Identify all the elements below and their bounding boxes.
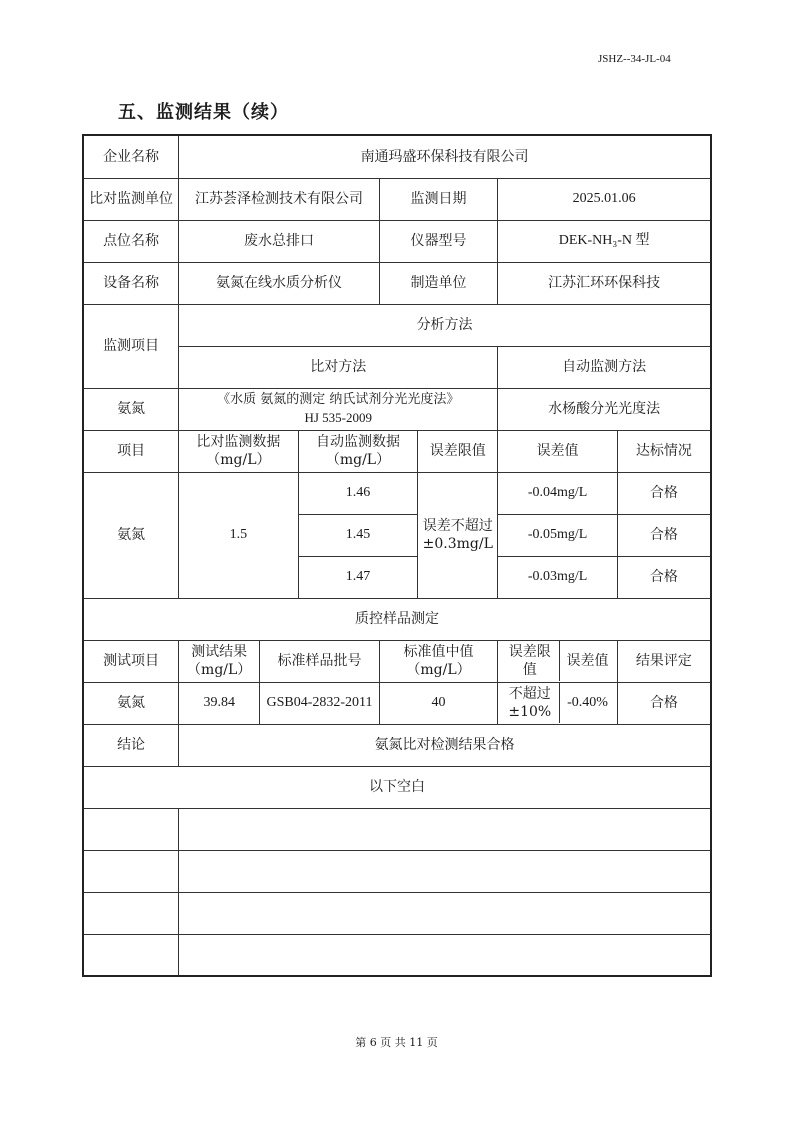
model-value: DEK-NH₃-N 型 (498, 220, 711, 262)
error-value: -0.03mg/L (498, 556, 618, 598)
company-label: 企业名称 (83, 135, 179, 178)
empty-cell (83, 808, 179, 850)
date-label: 监测日期 (379, 178, 498, 220)
empty-cell (83, 892, 179, 934)
qc-batch-header: 标准样品批号 (260, 640, 380, 682)
comparison-param: 氨氮 (83, 472, 179, 598)
compare-method-value (179, 388, 498, 430)
empty-row (83, 892, 711, 934)
qc-error-header (498, 640, 618, 682)
empty-row (83, 850, 711, 892)
empty-cell (179, 892, 711, 934)
maker-value: 江苏汇环环保科技 (498, 262, 711, 304)
company-row (83, 135, 711, 178)
qc-evaluation-header: 结果评定 (617, 640, 711, 682)
conclusion-row (83, 724, 711, 766)
status-value: 合格 (617, 514, 711, 556)
maker-label: 制造单位 (379, 262, 498, 304)
auto-data-header: 自动监测数据（mg/L） (298, 430, 418, 472)
compare-unit-row (83, 178, 711, 220)
date-value: 2025.01.06 (498, 178, 711, 220)
status-header: 达标情况 (617, 430, 711, 472)
limit-header: 误差限值 (418, 430, 498, 472)
comparison-row (83, 472, 711, 514)
compare-unit-label: 比对监测单位 (83, 178, 179, 220)
compare-data-header: 比对监测数据（mg/L） (179, 430, 299, 472)
compare-unit-value: 江苏荟泽检测技术有限公司 (179, 178, 380, 220)
analysis-method-label: 分析方法 (179, 304, 711, 346)
qc-std-value-header: 标准值中值（mg/L） (379, 640, 498, 682)
device-label: 设备名称 (83, 262, 179, 304)
blank-note-row (83, 766, 711, 808)
empty-cell (179, 934, 711, 976)
qc-row (83, 682, 711, 724)
error-header: 误差值 (498, 430, 618, 472)
qc-evaluation: 合格 (617, 682, 711, 724)
qc-limit-header: 误差限值 (500, 641, 559, 681)
qc-std-value: 40 (379, 682, 498, 724)
point-label: 点位名称 (83, 220, 179, 262)
qc-title-row (83, 598, 711, 640)
point-row (83, 220, 711, 262)
qc-title: 质控样品测定 (83, 598, 711, 640)
qc-result-header: 测试结果（mg/L） (179, 640, 260, 682)
auto-value: 1.46 (298, 472, 418, 514)
compare-method-code: HJ 535-2009 (304, 410, 372, 425)
section-title: 五、监测结果（续） (118, 102, 289, 123)
qc-error: -0.40% (567, 695, 608, 710)
point-value: 废水总排口 (179, 220, 380, 262)
empty-row (83, 934, 711, 976)
model-label: 仪器型号 (379, 220, 498, 262)
compare-value: 1.5 (179, 472, 299, 598)
error-value: -0.04mg/L (498, 472, 618, 514)
comparison-item-header: 项目 (83, 430, 179, 472)
empty-row (83, 808, 711, 850)
error-value: -0.05mg/L (498, 514, 618, 556)
blank-note: 以下空白 (83, 766, 711, 808)
qc-item: 氨氮 (83, 682, 179, 724)
qc-item-header: 测试项目 (83, 640, 179, 682)
company-value: 南通玛盛环保科技有限公司 (179, 135, 711, 178)
auto-method-value: 水杨酸分光光度法 (498, 388, 711, 430)
empty-cell (83, 934, 179, 976)
empty-cell (83, 850, 179, 892)
qc-error-value-header: 误差值 (566, 653, 609, 669)
compare-method-label: 比对方法 (179, 346, 498, 388)
compare-method-standard: 《水质 氨氮的测定 纳氏试剂分光光度法》 (217, 392, 460, 407)
qc-error-cell (498, 682, 618, 724)
auto-method-label: 自动监测方法 (498, 346, 711, 388)
qc-batch: GSB04-2832-2011 (260, 682, 380, 724)
method-param: 氨氮 (83, 388, 179, 430)
device-row (83, 262, 711, 304)
qc-limit: 不超过±10% (500, 683, 559, 723)
page-number: 第 6 页 共 11 页 (355, 1036, 438, 1049)
method-header-row (83, 304, 711, 346)
empty-cell (179, 808, 711, 850)
status-value: 合格 (617, 556, 711, 598)
monitor-item-label: 监测项目 (83, 304, 179, 388)
monitoring-results-table (82, 134, 712, 977)
conclusion-label: 结论 (83, 724, 179, 766)
device-value: 氨氮在线水质分析仪 (179, 262, 380, 304)
auto-value: 1.47 (298, 556, 418, 598)
comparison-header-row (83, 430, 711, 472)
document-code: JSHZ--34-JL-04 (598, 53, 671, 65)
status-value: 合格 (617, 472, 711, 514)
qc-result: 39.84 (179, 682, 260, 724)
auto-value: 1.45 (298, 514, 418, 556)
method-row (83, 388, 711, 430)
conclusion-value: 氨氮比对检测结果合格 (179, 724, 711, 766)
qc-header-row (83, 640, 711, 682)
limit-value: 误差不超过±0.3mg/L (418, 472, 498, 598)
qc-header-split (500, 641, 615, 681)
empty-cell (179, 850, 711, 892)
qc-row-split (500, 683, 615, 723)
